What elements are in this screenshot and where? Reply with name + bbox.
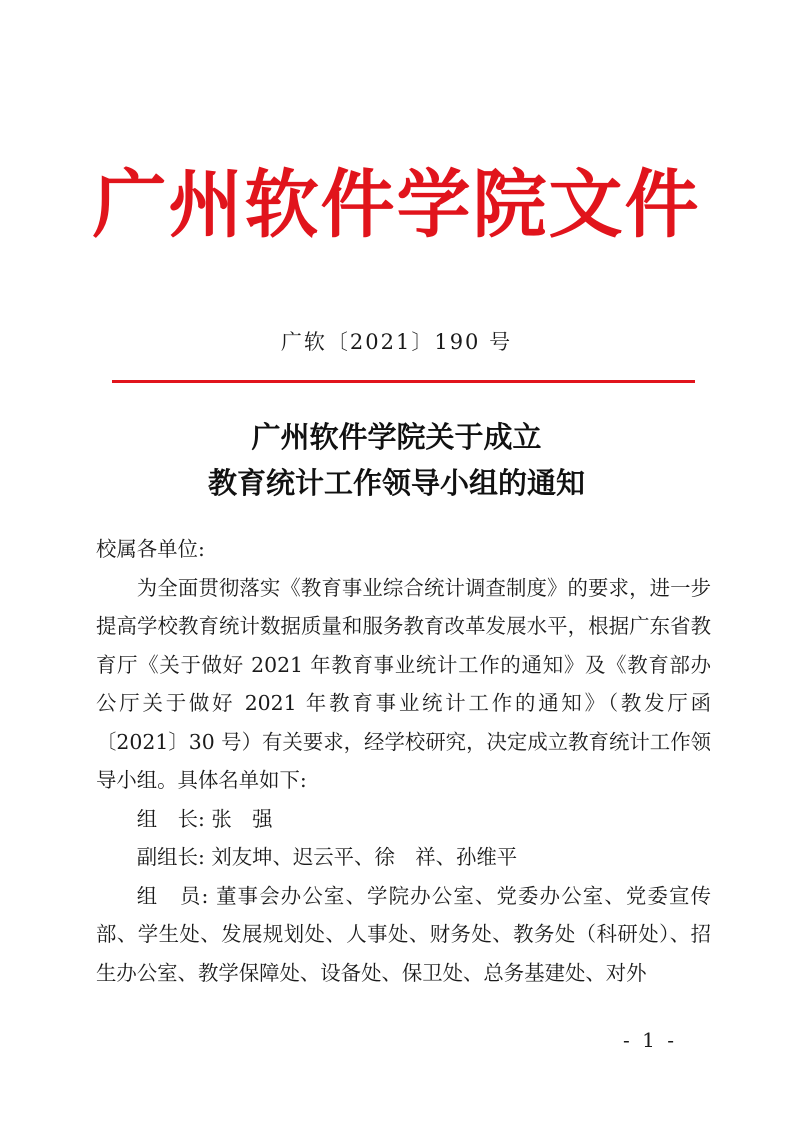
leader-value: 张 强 xyxy=(211,806,273,831)
leader-label: 组 长: xyxy=(136,806,205,831)
deputy-line xyxy=(96,838,711,877)
document-title xyxy=(0,414,793,506)
title-line-2: 教育统计工作领导小组的通知 xyxy=(207,466,585,500)
intro-paragraph: 为全面贯彻落实《教育事业综合统计调查制度》的要求，进一步提高学校教育统计数据质量和服务教育改革发展水平，根据广东省教育厅《关于做好 2021 年教育事业统计工作的通知》及《教育部办公厅关于做好 2021 年教育事业统计工作的通知》（教发厅函〔2021〕30 号）有关要求，经学校研究，决定成立教育统计工作领导小组。具体名单如下: xyxy=(96,575,711,792)
leader-line xyxy=(96,800,711,839)
title-line-1: 广州软件学院关于成立 xyxy=(251,420,542,454)
deputy-value: 刘友坤、迟云平、徐 祥、孙维平 xyxy=(211,845,518,869)
members-value: 董事会办公室、学院办公室、党委办公室、党委宣传部、学生处、发展规划处、人事处、财务处、教务处（科研处）、招生办公室、教学保障处、设备处、保卫处、总务基建处、对外 xyxy=(96,883,712,985)
document-number: 广软〔2021〕190 号 xyxy=(280,330,513,354)
red-divider-line xyxy=(112,380,695,383)
deputy-label: 副组长: xyxy=(136,845,205,869)
members-label: 组 员: xyxy=(136,883,209,908)
document-body xyxy=(96,530,711,992)
page-number: - 1 - xyxy=(623,1028,677,1052)
document-masthead: 广州软件学院文件 xyxy=(92,162,701,248)
members-line xyxy=(96,877,711,993)
salutation: 校属各单位: xyxy=(96,537,205,561)
